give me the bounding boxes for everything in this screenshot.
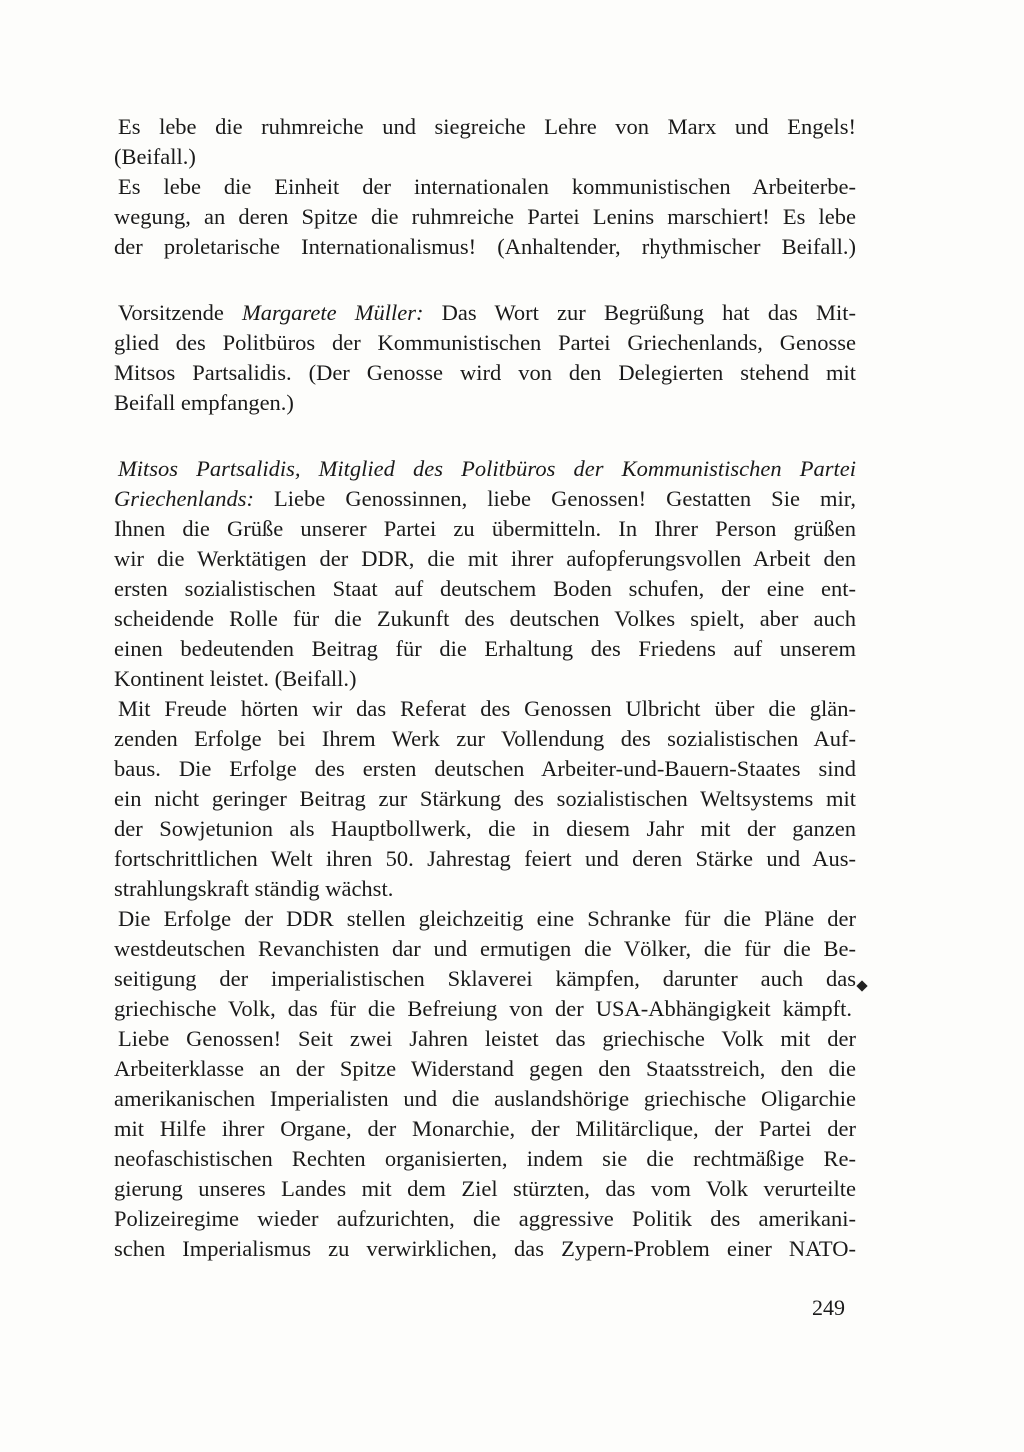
- text-line: mit Hilfe ihrer Organe, der Monarchie, der Militärclique, der Partei der: [114, 1116, 856, 1141]
- text-line: Liebe Genossen! Seit zwei Jahren leistet das griechische Volk mit der: [118, 1026, 856, 1051]
- text-line: (Beifall.): [114, 144, 196, 169]
- speaker-name: Mitsos Partsalidis, Mitglied des Politbüros der Kommunistischen Partei: [118, 456, 856, 481]
- text-line: [118, 454, 856, 484]
- text-line: wegung, an deren Spitze die ruhmreiche Partei Lenins marschiert! Es lebe: [114, 204, 856, 229]
- text-line: strahlungskraft ständig wächst.: [114, 876, 394, 901]
- text-line: Es lebe die Einheit der internationalen kommunistischen Arbeiterbe-: [118, 174, 856, 199]
- text-line: gierung unseres Landes mit dem Ziel stürzten, das vom Volk verurteilte: [114, 1176, 856, 1201]
- text-line: [118, 298, 856, 328]
- text-line: einen bedeutenden Beitrag für die Erhaltung des Friedens auf unserem: [114, 636, 856, 661]
- text-line: fortschrittlichen Welt ihren 50. Jahrestag feiert und deren Stärke und Aus-: [114, 846, 856, 871]
- text-line: Arbeiterklasse an der Spitze Widerstand gegen den Staatsstreich, den die: [114, 1056, 856, 1081]
- text-line: neofaschistischen Rechten organisierten, indem sie die rechtmäßige Re-: [114, 1146, 856, 1171]
- text-line: ein nicht geringer Beitrag zur Stärkung des sozialistischen Weltsystems mit: [114, 786, 856, 811]
- text-segment: Das Wort zur Begrüßung hat das Mit-: [423, 300, 856, 325]
- text-line: Mitsos Partsalidis. (Der Genosse wird von den Delegierten stehend mit: [114, 360, 856, 385]
- text-line: [114, 484, 856, 514]
- margin-bullet-icon: [856, 980, 867, 991]
- text-line: schen Imperialismus zu verwirklichen, das Zypern-Problem einer NATO-: [114, 1236, 856, 1261]
- text-line: Mit Freude hörten wir das Referat des Genossen Ulbricht über die glän-: [118, 696, 856, 721]
- text-line: Polizeiregime wieder aufzurichten, die aggressive Politik des amerikani-: [114, 1206, 856, 1231]
- paragraph-liebe-genossen: [114, 1024, 856, 1264]
- text-line: wir die Werktätigen der DDR, die mit ihrer aufopferungsvollen Arbeit den: [114, 546, 856, 571]
- speaker-name: Griechenlands:: [114, 486, 254, 511]
- speaker-name: Margarete Müller:: [242, 300, 424, 325]
- paragraph-erfolge-ddr: [114, 904, 856, 1024]
- text-line: Ihnen die Grüße unserer Partei zu übermitteln. In Ihrer Person grüßen: [114, 516, 856, 541]
- text-line: griechische Volk, das für die Befreiung von der USA-Abhängigkeit kämpft.: [114, 996, 852, 1021]
- page-number: 249: [812, 1295, 845, 1320]
- text-line: der proletarische Internationalismus! (Anhaltender, rhythmischer Beifall.): [114, 234, 856, 259]
- paragraph-vorsitzende: [114, 298, 856, 418]
- text-line: seitigung der imperialistischen Sklaverei kämpfen, darunter auch das: [114, 966, 856, 991]
- text-line: baus. Die Erfolge des ersten deutschen Arbeiter-und-Bauern-Staates sind: [114, 756, 856, 781]
- speaker-prefix: Vorsitzende: [118, 300, 242, 325]
- text-line: glied des Politbüros der Kommunistischen Partei Griechenlands, Genosse: [114, 330, 856, 355]
- paragraph-freude: [114, 694, 856, 904]
- paragraph-einheit: [114, 172, 856, 262]
- text-segment: Liebe Genossinnen, liebe Genossen! Gestatten Sie mir,: [253, 486, 856, 511]
- text-line: der Sowjetunion als Hauptbollwerk, die in diesem Jahr mit der ganzen: [114, 816, 856, 841]
- text-line: amerikanischen Imperialisten und die auslandshörige griechische Oligarchie: [114, 1086, 856, 1111]
- paragraph-lehre: [114, 112, 856, 172]
- text-line: scheidende Rolle für die Zukunft des deutschen Volkes spielt, aber auch: [114, 606, 856, 631]
- text-line: westdeutschen Revanchisten dar und ermutigen die Völker, die für die Be-: [114, 936, 856, 961]
- text-line: Kontinent leistet. (Beifall.): [114, 666, 357, 691]
- text-line: Es lebe die ruhmreiche und siegreiche Lehre von Marx und Engels!: [118, 114, 856, 139]
- text-line: zenden Erfolge bei Ihrem Werk zur Vollendung des sozialistischen Auf-: [114, 726, 856, 751]
- text-line: ersten sozialistischen Staat auf deutschem Boden schufen, der eine ent-: [114, 576, 856, 601]
- paragraph-partsalidis: [114, 454, 856, 694]
- text-line: Beifall empfangen.): [114, 390, 294, 415]
- text-line: Die Erfolge der DDR stellen gleichzeitig eine Schranke für die Pläne der: [118, 906, 856, 931]
